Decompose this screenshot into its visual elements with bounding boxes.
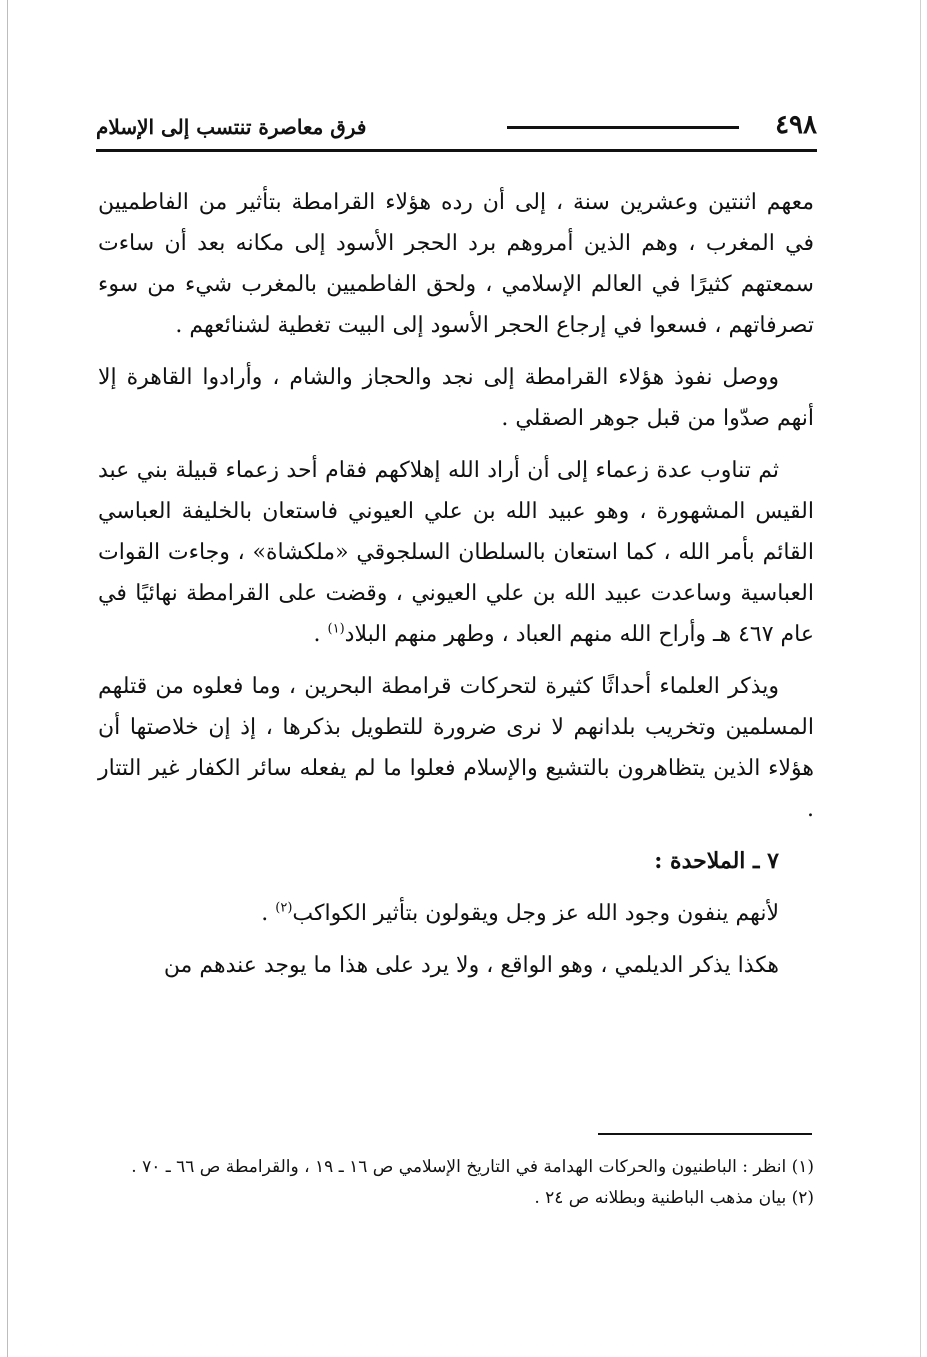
page-number: ٤٩٨ xyxy=(775,110,817,140)
paragraph-1: معهم اثنتين وعشرين سنة ، إلى أن رده هؤلاء القرامطة بتأثير من الفاطميين في المغرب ، وهم الذين أمروهم برد الحجر الأسود إلى مكانه بعد أن ساءت سمعتهم كثيرًا في العالم الإسلامي ، ولحق الفاطميين بالمغرب شيء من سوء تصرفاتهم ، فسعوا في إرجاع الحجر الأسود إلى البيت تغطية لشنائعهم . xyxy=(98,190,814,338)
header-dash xyxy=(507,126,739,129)
paragraph-3-text: ثم تناوب عدة زعماء إلى أن أراد الله إهلاكهم فقام أحد زعماء قبيلة بني عبد القيس المشهورة ، وهو عبيد الله بن علي العيوني فاستعان بالخليفة العباسي القائم بأمر الله ، كما استعان بالسلطان السلجوقي «ملكشاة» ، وجاءت القوات العباسية وساعدت عبيد الله بن علي العيوني ، وقضت على القرامطة نهائيًا في عام ٤٦٧ هـ وأراح الله منهم العباد ، وطهر منهم البلاد xyxy=(98,458,814,647)
page-header xyxy=(96,110,817,144)
running-title: فرق معاصرة تنتسب إلى الإسلام xyxy=(96,115,367,139)
paragraph-5-text: لأنهم ينفون وجود الله عز وجل ويقولون بتأثير الكواكب xyxy=(292,901,779,926)
footnote-1: (١) انظر : الباطنيون والحركات الهدامة في التاريخ الإسلامي ص ١٦ ـ ١٩ ، والقرامطة ص ٦٦ ـ ٧٠ . xyxy=(131,1157,814,1177)
footnote-2: (٢) بيان مذهب الباطنية وبطلانه ص ٢٤ . xyxy=(534,1188,814,1208)
header-rule xyxy=(96,149,817,152)
body-text xyxy=(98,182,814,986)
section-heading: ٧ ـ الملاحدة : xyxy=(654,848,779,874)
scan-edge-left xyxy=(7,0,8,1357)
footnote-ref-2[interactable]: (٢) xyxy=(275,900,293,916)
footnotes xyxy=(98,1152,814,1214)
paragraph-3 xyxy=(98,450,814,655)
scan-edge-right xyxy=(920,0,921,1357)
paragraph-5 xyxy=(98,893,814,934)
paragraph-2: ووصل نفوذ هؤلاء القرامطة إلى نجد والحجاز والشام ، وأرادوا القاهرة إلا أنهم صدّوا من قبل جوهر الصقلي . xyxy=(98,365,814,431)
paragraph-5-end: . xyxy=(261,901,276,926)
paragraph-4: ويذكر العلماء أحداثًا كثيرة لتحركات قرامطة البحرين ، وما فعلوه من قتلهم المسلمين وتخريب بلدانهم لا نرى ضرورة للتطويل بذكرها ، إذ إن خلاصتها أن هؤلاء الذين يتظاهرون بالتشيع والإسلام فعلوا ما لم يفعله سائر الكفار غير التتار . xyxy=(98,674,814,822)
paragraph-6: هكذا يذكر الديلمي ، وهو الواقع ، ولا يرد على هذا ما يوجد عندهم من xyxy=(163,953,779,978)
footnote-rule xyxy=(598,1133,812,1135)
paragraph-3-end: . xyxy=(313,622,328,647)
footnote-ref-1[interactable]: (١) xyxy=(327,621,345,637)
